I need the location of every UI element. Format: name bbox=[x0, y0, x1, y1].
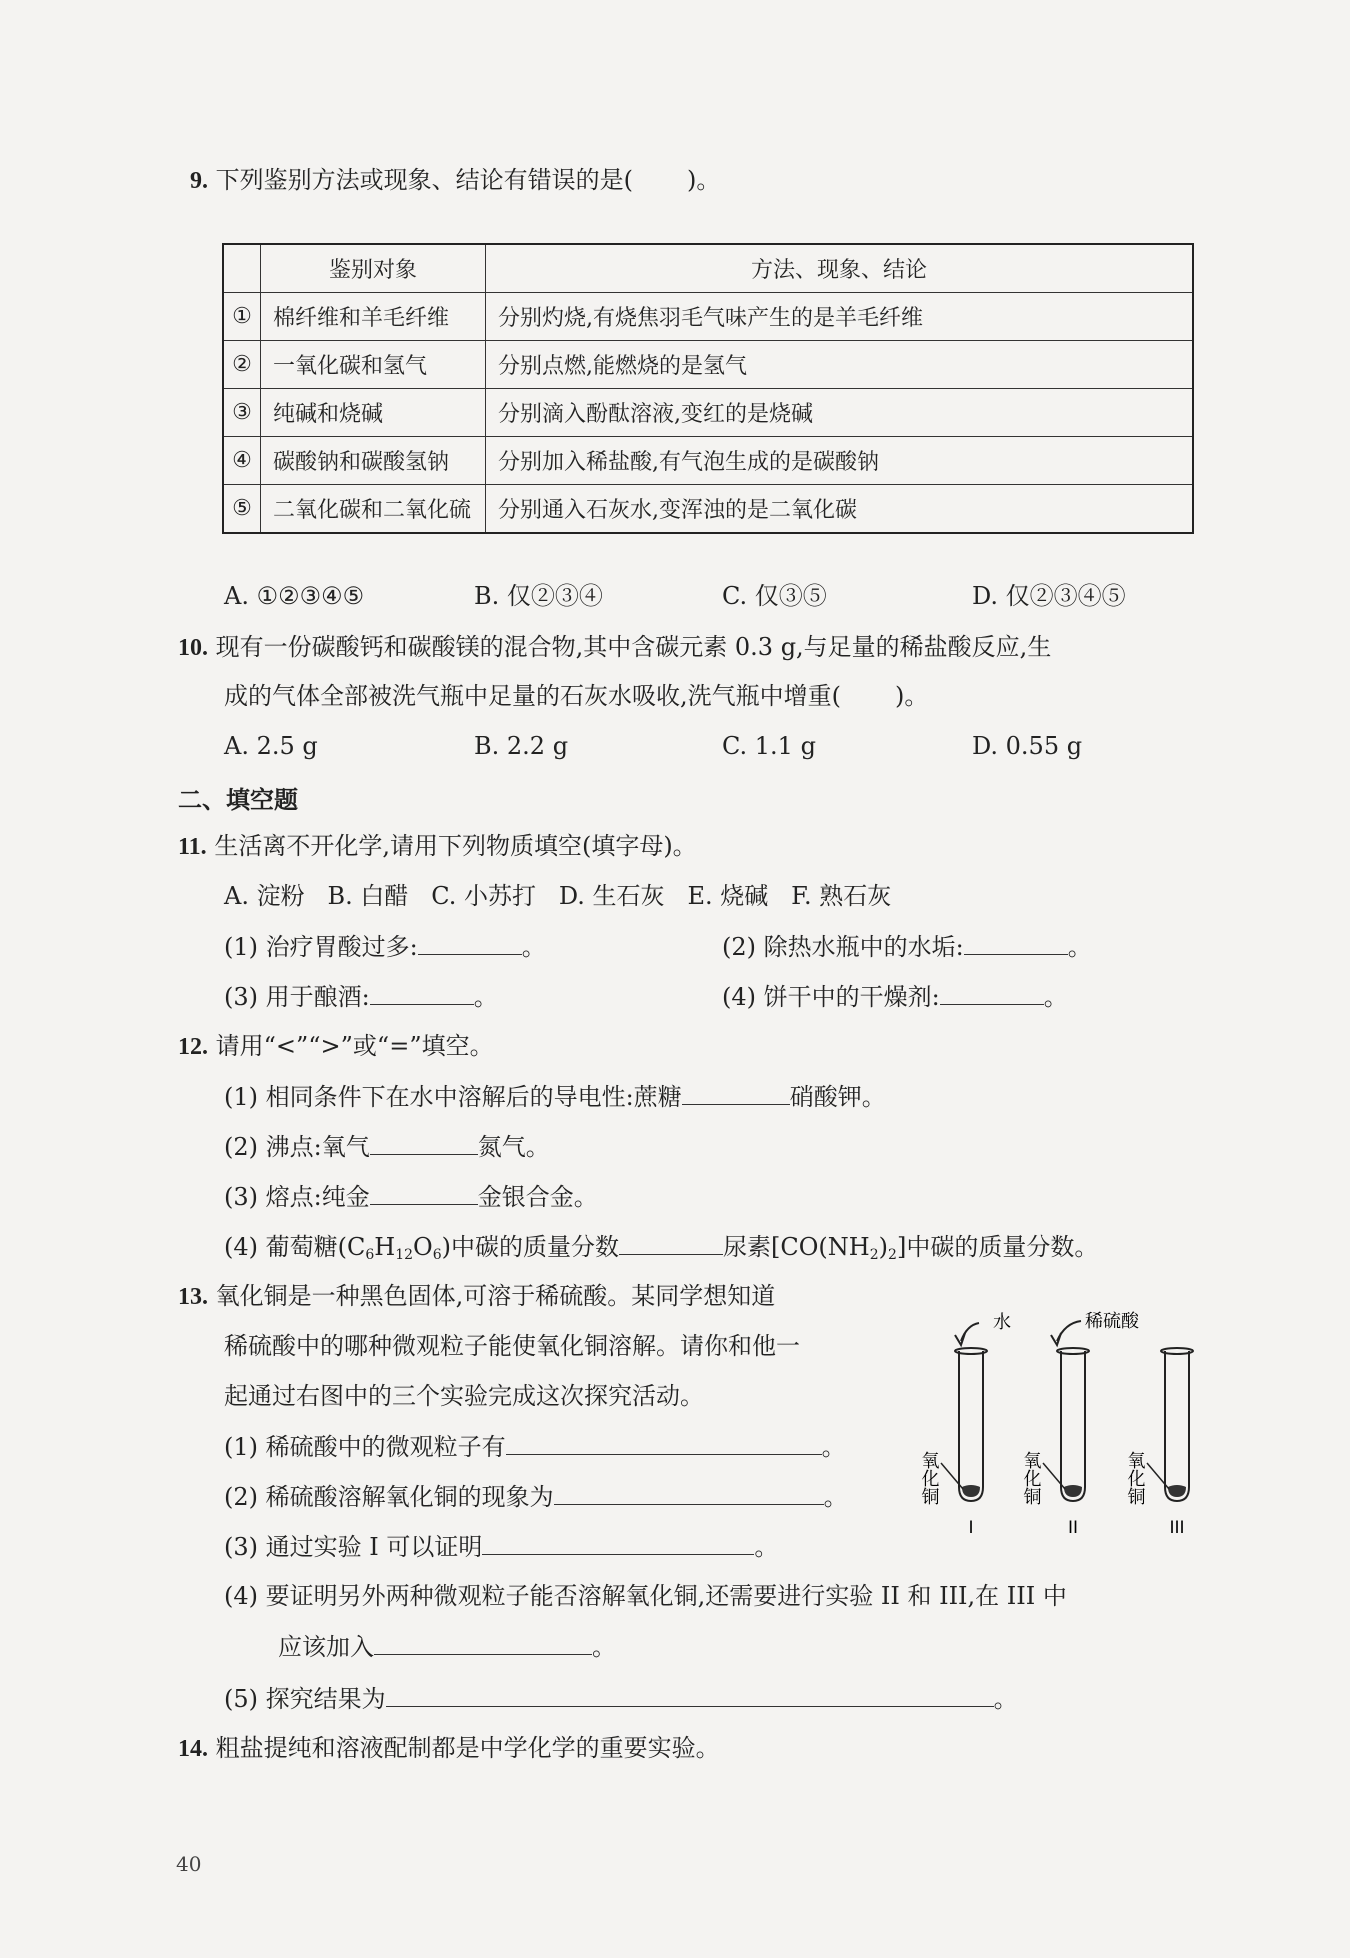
page-number: 40 bbox=[176, 1852, 202, 1876]
q12-stem: 12. 请用“<”“>”或“=”填空。 bbox=[178, 1032, 494, 1060]
q10-line2: 成的气体全部被洗气瓶中足量的石灰水吸收,洗气瓶中增重( )。 bbox=[224, 682, 929, 710]
answer-blank[interactable] bbox=[370, 1130, 478, 1155]
answer-blank[interactable] bbox=[940, 980, 1044, 1005]
q9-option-b: B. 仅②③④ bbox=[474, 582, 603, 610]
q10-option-c: C. 1.1 g bbox=[722, 732, 816, 760]
q12-part4: (4) 葡萄糖$(C_6H_{12}O_6)$中碳的质量分数 尿素$[CO(NH_2)_2]$中碳的质量分数。 bbox=[224, 1230, 1098, 1271]
q10-line1: 10. 现有一份碳酸钙和碳酸镁的混合物,其中含碳元素 0.3 g,与足量的稀盐酸反应,生 bbox=[178, 633, 1052, 661]
answer-blank[interactable] bbox=[370, 980, 474, 1005]
q12-number: 12. bbox=[178, 1034, 208, 1060]
answer-blank[interactable] bbox=[619, 1230, 723, 1255]
cuo-label-1 bbox=[919, 1451, 964, 1505]
q11-part4: (4) 饼干中的干燥剂: 。 bbox=[722, 980, 1068, 1013]
q12-part1: (1) 相同条件下在水中溶解后的导电性:蔗糖 硝酸钾。 bbox=[224, 1080, 886, 1113]
q9-number: 9. bbox=[190, 168, 208, 194]
answer-blank[interactable] bbox=[418, 930, 522, 955]
q12-part2: (2) 沸点:氧气 氮气。 bbox=[224, 1130, 550, 1163]
answer-blank[interactable] bbox=[506, 1430, 822, 1455]
table-row: ④ 碳酸钠和碳酸氢钠 分别加入稀盐酸,有气泡生成的是碳酸钠 bbox=[223, 437, 1193, 485]
q11-part3: (3) 用于酿酒: 。 bbox=[224, 980, 498, 1013]
q13-part3: (3) 通过实验 I 可以证明 。 bbox=[224, 1530, 778, 1563]
q13-part4-cont: 应该加入 。 bbox=[278, 1630, 616, 1663]
q11-part2: (2) 除热水瓶中的水垢: 。 bbox=[722, 930, 1092, 963]
q14-stem: 14. 粗盐提纯和溶液配制都是中学化学的重要实验。 bbox=[178, 1734, 720, 1762]
table-row: ② 一氧化碳和氢气 分别点燃,能燃烧的是氢气 bbox=[223, 341, 1193, 389]
tube-label-2: II bbox=[1067, 1518, 1079, 1538]
answer-blank[interactable] bbox=[554, 1480, 824, 1505]
tube-label-1: I bbox=[968, 1518, 974, 1538]
answer-blank[interactable] bbox=[370, 1180, 478, 1205]
table-row: ⑤ 二氧化碳和二氧化硫 分别通入石灰水,变浑浊的是二氧化碳 bbox=[223, 485, 1193, 534]
q13-part5: (5) 探究结果为 。 bbox=[224, 1682, 1018, 1715]
table-row: ③ 纯碱和烧碱 分别滴入酚酞溶液,变红的是烧碱 bbox=[223, 389, 1193, 437]
q11-part1: (1) 治疗胃酸过多: 。 bbox=[224, 930, 546, 963]
svg-text:氧化铜: 氧化铜 bbox=[1124, 1451, 1146, 1505]
answer-blank[interactable] bbox=[682, 1080, 790, 1105]
q12-part3: (3) 熔点:纯金 金银合金。 bbox=[224, 1180, 598, 1213]
q13-number: 13. bbox=[178, 1284, 208, 1310]
q13-part2: (2) 稀硫酸溶解氧化铜的现象为 。 bbox=[224, 1480, 848, 1513]
q13-line3: 起通过右图中的三个实验完成这次探究活动。 bbox=[224, 1382, 704, 1410]
q14-number: 14. bbox=[178, 1736, 208, 1762]
test-tube-figure bbox=[905, 1285, 1205, 1540]
section-heading: 二、填空题 bbox=[178, 786, 298, 814]
q9-option-c: C. 仅③⑤ bbox=[722, 582, 827, 610]
cuo-label-3 bbox=[1125, 1451, 1170, 1505]
q13-line2: 稀硫酸中的哪种微观粒子能使氧化铜溶解。请你和他一 bbox=[224, 1332, 800, 1360]
q11-choices: A. 淀粉 B. 白醋 C. 小苏打 D. 生石灰 E. 烧碱 F. 熟石灰 bbox=[224, 882, 892, 910]
water-label: 水 bbox=[993, 1312, 1011, 1333]
q9-table bbox=[222, 243, 1194, 534]
cuo-label-2 bbox=[1021, 1451, 1066, 1505]
q11-stem: 11. 生活离不开化学,请用下列物质填空(填字母)。 bbox=[178, 832, 697, 860]
answer-blank[interactable] bbox=[374, 1630, 592, 1655]
svg-text:氧化铜: 氧化铜 bbox=[918, 1451, 940, 1505]
q11-number: 11. bbox=[178, 834, 207, 860]
q10-option-d: D. 0.55 g bbox=[972, 732, 1083, 760]
q10-option-a: A. 2.5 g bbox=[224, 732, 318, 760]
q13-line1: 13. 氧化铜是一种黑色固体,可溶于稀硫酸。某同学想知道 bbox=[178, 1282, 776, 1310]
table-row: ① 棉纤维和羊毛纤维 分别灼烧,有烧焦羽毛气味产生的是羊毛纤维 bbox=[223, 293, 1193, 341]
tube-label-3: III bbox=[1169, 1518, 1185, 1538]
answer-blank[interactable] bbox=[386, 1682, 994, 1707]
arrowhead-icon bbox=[1051, 1333, 1061, 1345]
table-header-row: 鉴别对象 方法、现象、结论 bbox=[223, 244, 1193, 293]
acid-arrow bbox=[1057, 1321, 1081, 1341]
q10-option-b: B. 2.2 g bbox=[474, 732, 569, 760]
q9-option-d: D. 仅②③④⑤ bbox=[972, 582, 1126, 610]
test-tube-1 bbox=[955, 1348, 987, 1501]
acid-label: 稀硫酸 bbox=[1085, 1311, 1139, 1332]
q9-option-a: A. ①②③④⑤ bbox=[224, 582, 365, 610]
test-tube-3 bbox=[1161, 1348, 1193, 1501]
test-tube-2 bbox=[1057, 1348, 1089, 1501]
q10-number: 10. bbox=[178, 635, 208, 661]
arrowhead-icon bbox=[955, 1333, 965, 1345]
q13-part1: (1) 稀硫酸中的微观粒子有 。 bbox=[224, 1430, 846, 1463]
svg-text:氧化铜: 氧化铜 bbox=[1020, 1451, 1042, 1505]
answer-blank[interactable] bbox=[964, 930, 1068, 955]
q13-part4: (4) 要证明另外两种微观粒子能否溶解氧化铜,还需要进行实验 II 和 III,在 III 中 bbox=[224, 1582, 1067, 1610]
q9-stem: 9. 下列鉴别方法或现象、结论有错误的是( )。 bbox=[190, 166, 721, 194]
answer-blank[interactable] bbox=[482, 1530, 754, 1555]
